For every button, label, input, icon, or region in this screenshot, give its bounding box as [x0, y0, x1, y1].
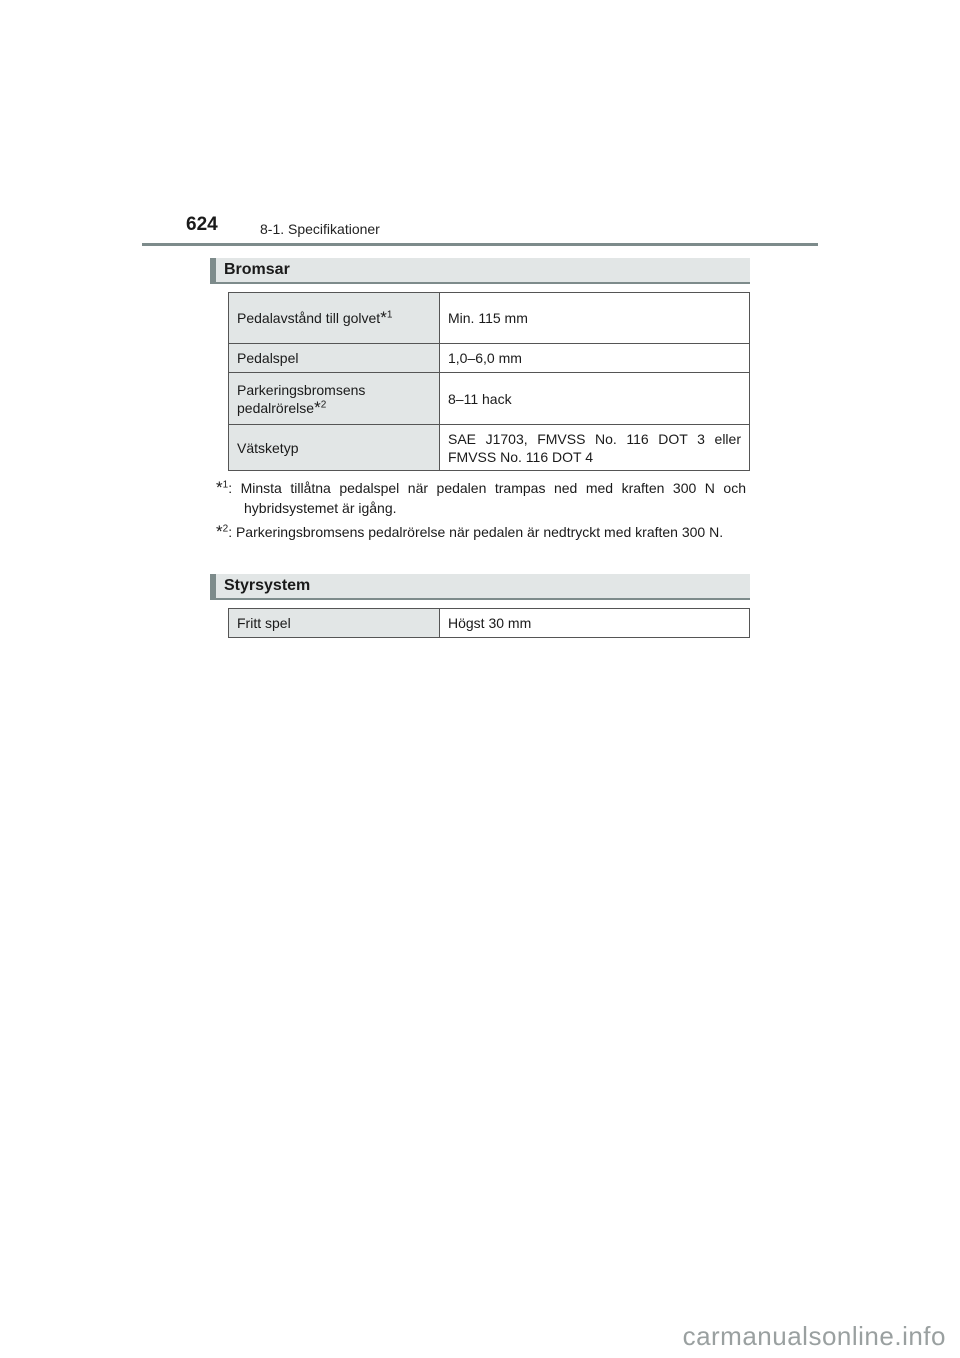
spec-value: 8–11 hack [440, 373, 750, 425]
steering-spec-table [228, 608, 750, 638]
spec-value: Min. 115 mm [440, 293, 750, 344]
section-header-brakes [210, 258, 750, 284]
spec-label: Pedalavstånd till golvet*$^1$ [229, 293, 440, 344]
footnote-1: *$^1$: Minsta tillåtna pedalspel när pedalen trampas ned med kraften 300 N och hybridsystemet är igång. [216, 478, 746, 516]
spec-label: Fritt spel [229, 609, 440, 638]
table-row [229, 344, 750, 373]
spec-value: 1,0–6,0 mm [440, 344, 750, 373]
spec-label: Vätsketyp [229, 425, 440, 471]
brakes-spec-table [228, 292, 750, 471]
footnote-2: *$^2$: Parkeringsbromsens pedalrörelse när pedalen är nedtryckt med kraften 300 N. [216, 522, 724, 541]
spec-label: Pedalspel [229, 344, 440, 373]
spec-value: SAE J1703, FMVSS No. 116 DOT 3 eller FMVSS No. 116 DOT 4 [440, 425, 750, 471]
table-row [229, 609, 750, 638]
spec-value: Högst 30 mm [440, 609, 750, 638]
spec-label: Parkeringsbromsens pedalrörelse*$^2$ [229, 373, 440, 425]
table-row [229, 293, 750, 344]
page-number: 624 [186, 214, 218, 235]
watermark: carmanualsonline.info [682, 1321, 946, 1351]
table-row [229, 373, 750, 425]
chapter-title: 8-1. Specifikationer [260, 221, 380, 237]
section-header-steering [210, 574, 750, 600]
section-title: Bromsar [224, 261, 290, 278]
header-rule [142, 243, 818, 246]
table-row [229, 425, 750, 471]
section-title: Styrsystem [224, 577, 311, 594]
